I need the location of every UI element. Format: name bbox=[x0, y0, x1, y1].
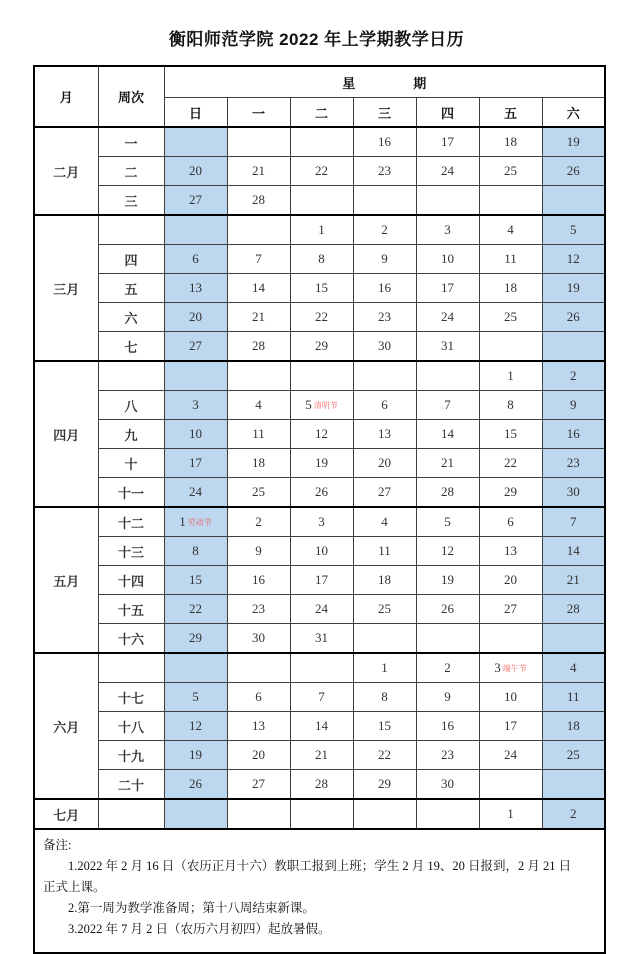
week-number-label: 十六 bbox=[98, 624, 164, 654]
day-cell: 10 bbox=[164, 420, 227, 449]
day-cell: 1 bbox=[353, 653, 416, 683]
day-cell: 2 bbox=[416, 653, 479, 683]
day-cell: 9 bbox=[416, 683, 479, 712]
day-cell: 8 bbox=[290, 245, 353, 274]
day-cell: 22 bbox=[353, 741, 416, 770]
day-cell: 15 bbox=[353, 712, 416, 741]
day-cell: 8 bbox=[353, 683, 416, 712]
day-cell: 28 bbox=[290, 770, 353, 800]
day-name-wed: 三 bbox=[353, 98, 416, 128]
day-cell: 1 bbox=[290, 215, 353, 245]
day-cell: 30 bbox=[227, 624, 290, 654]
day-cell: 25 bbox=[353, 595, 416, 624]
day-cell bbox=[290, 391, 353, 420]
day-cell: 12 bbox=[542, 245, 605, 274]
day-cell: 8 bbox=[164, 537, 227, 566]
day-cell bbox=[164, 653, 227, 683]
day-name-tue: 二 bbox=[290, 98, 353, 128]
day-cell: 19 bbox=[416, 566, 479, 595]
day-cell: 14 bbox=[227, 274, 290, 303]
day-cell bbox=[290, 186, 353, 216]
day-cell: 7 bbox=[227, 245, 290, 274]
day-cell: 12 bbox=[416, 537, 479, 566]
holiday-label: 劳动节 bbox=[187, 518, 212, 527]
day-cell: 22 bbox=[290, 157, 353, 186]
day-name-sun: 日 bbox=[164, 98, 227, 128]
day-cell: 14 bbox=[416, 420, 479, 449]
day-cell: 21 bbox=[227, 157, 290, 186]
weekday-group-header-right: 期 bbox=[413, 75, 427, 91]
week-number-label: 十五 bbox=[98, 595, 164, 624]
day-name-sat: 六 bbox=[542, 98, 605, 128]
day-cell: 27 bbox=[164, 186, 227, 216]
week-number-label: 四 bbox=[98, 245, 164, 274]
month-label: 七月 bbox=[34, 799, 98, 829]
day-cell: 14 bbox=[290, 712, 353, 741]
day-cell: 29 bbox=[164, 624, 227, 654]
day-cell: 12 bbox=[164, 712, 227, 741]
day-cell bbox=[416, 186, 479, 216]
day-cell: 11 bbox=[227, 420, 290, 449]
day-cell: 7 bbox=[416, 391, 479, 420]
day-cell: 16 bbox=[353, 274, 416, 303]
day-cell: 26 bbox=[290, 478, 353, 508]
week-number-label: 二 bbox=[98, 157, 164, 186]
day-cell: 27 bbox=[164, 332, 227, 362]
day-cell: 19 bbox=[542, 127, 605, 157]
day-cell: 17 bbox=[416, 274, 479, 303]
day-cell: 6 bbox=[227, 683, 290, 712]
day-cell: 16 bbox=[227, 566, 290, 595]
day-cell: 26 bbox=[416, 595, 479, 624]
day-cell: 4 bbox=[479, 215, 542, 245]
day-cell bbox=[479, 332, 542, 362]
day-cell bbox=[416, 361, 479, 391]
teaching-calendar-table bbox=[33, 65, 606, 954]
day-cell: 5 bbox=[416, 507, 479, 537]
day-cell: 10 bbox=[416, 245, 479, 274]
day-cell bbox=[353, 361, 416, 391]
day-cell bbox=[353, 186, 416, 216]
week-number-label bbox=[98, 215, 164, 245]
day-cell bbox=[542, 770, 605, 800]
day-cell bbox=[290, 653, 353, 683]
day-cell: 2 bbox=[542, 799, 605, 829]
day-cell: 28 bbox=[416, 478, 479, 508]
month-label: 六月 bbox=[34, 653, 98, 799]
week-number-label: 八 bbox=[98, 391, 164, 420]
day-cell: 22 bbox=[479, 449, 542, 478]
week-number-label: 六 bbox=[98, 303, 164, 332]
week-number-label bbox=[98, 361, 164, 391]
week-number-label: 十二 bbox=[98, 507, 164, 537]
day-cell: 16 bbox=[542, 420, 605, 449]
day-cell: 17 bbox=[164, 449, 227, 478]
day-cell: 24 bbox=[479, 741, 542, 770]
day-cell bbox=[164, 361, 227, 391]
day-cell bbox=[227, 799, 290, 829]
day-cell: 10 bbox=[290, 537, 353, 566]
day-cell: 19 bbox=[290, 449, 353, 478]
day-cell: 1 bbox=[479, 361, 542, 391]
page-title: 衡阳师范学院 2022 年上学期教学日历 bbox=[168, 30, 465, 49]
day-cell: 31 bbox=[416, 332, 479, 362]
day-cell: 3 bbox=[416, 215, 479, 245]
day-cell: 20 bbox=[227, 741, 290, 770]
week-number-label: 十九 bbox=[98, 741, 164, 770]
day-cell bbox=[416, 624, 479, 654]
day-cell bbox=[290, 799, 353, 829]
day-cell: 21 bbox=[416, 449, 479, 478]
day-cell: 20 bbox=[479, 566, 542, 595]
day-cell: 30 bbox=[542, 478, 605, 508]
day-cell bbox=[227, 653, 290, 683]
day-cell bbox=[542, 332, 605, 362]
day-cell: 15 bbox=[290, 274, 353, 303]
day-cell bbox=[542, 624, 605, 654]
weekday-group-header-left: 星 bbox=[342, 75, 356, 91]
day-cell: 26 bbox=[542, 157, 605, 186]
week-number-label: 十一 bbox=[98, 478, 164, 508]
holiday-label: 清明节 bbox=[313, 401, 338, 410]
day-cell bbox=[227, 215, 290, 245]
notes-heading: 备注: bbox=[43, 838, 72, 852]
day-cell: 23 bbox=[416, 741, 479, 770]
day-cell: 21 bbox=[542, 566, 605, 595]
day-cell: 11 bbox=[542, 683, 605, 712]
day-cell: 23 bbox=[542, 449, 605, 478]
day-cell: 20 bbox=[353, 449, 416, 478]
day-cell: 5 bbox=[542, 215, 605, 245]
day-cell: 5 bbox=[164, 683, 227, 712]
day-cell: 31 bbox=[290, 624, 353, 654]
day-cell: 23 bbox=[227, 595, 290, 624]
day-cell bbox=[227, 127, 290, 157]
day-cell: 25 bbox=[479, 157, 542, 186]
day-cell bbox=[542, 186, 605, 216]
day-cell: 2 bbox=[353, 215, 416, 245]
week-number-label: 九 bbox=[98, 420, 164, 449]
day-cell bbox=[479, 624, 542, 654]
day-cell: 20 bbox=[164, 157, 227, 186]
day-cell: 24 bbox=[290, 595, 353, 624]
week-number-label bbox=[98, 653, 164, 683]
day-cell bbox=[227, 361, 290, 391]
weekday-group-header bbox=[164, 66, 605, 98]
day-cell: 4 bbox=[353, 507, 416, 537]
day-cell: 23 bbox=[353, 157, 416, 186]
day-cell bbox=[479, 653, 542, 683]
month-label: 二月 bbox=[34, 127, 98, 215]
day-cell: 15 bbox=[479, 420, 542, 449]
day-cell: 6 bbox=[164, 245, 227, 274]
day-cell: 22 bbox=[164, 595, 227, 624]
day-cell bbox=[164, 507, 227, 537]
day-cell bbox=[479, 770, 542, 800]
day-cell bbox=[164, 127, 227, 157]
day-cell: 29 bbox=[479, 478, 542, 508]
day-cell: 18 bbox=[479, 127, 542, 157]
notes-section bbox=[34, 829, 605, 953]
day-cell: 13 bbox=[353, 420, 416, 449]
day-cell: 10 bbox=[479, 683, 542, 712]
day-cell: 21 bbox=[227, 303, 290, 332]
day-cell: 24 bbox=[416, 303, 479, 332]
day-cell: 19 bbox=[164, 741, 227, 770]
day-cell: 30 bbox=[353, 332, 416, 362]
month-label: 五月 bbox=[34, 507, 98, 653]
day-cell: 8 bbox=[479, 391, 542, 420]
day-cell: 28 bbox=[227, 186, 290, 216]
day-cell: 9 bbox=[542, 391, 605, 420]
day-cell: 13 bbox=[227, 712, 290, 741]
day-cell: 25 bbox=[542, 741, 605, 770]
day-cell: 3 bbox=[290, 507, 353, 537]
month-label: 三月 bbox=[34, 215, 98, 361]
day-number: 5 bbox=[305, 397, 312, 412]
day-cell: 13 bbox=[164, 274, 227, 303]
day-cell: 30 bbox=[416, 770, 479, 800]
day-cell: 29 bbox=[290, 332, 353, 362]
day-cell: 4 bbox=[227, 391, 290, 420]
day-name-fri: 五 bbox=[479, 98, 542, 128]
day-cell: 9 bbox=[227, 537, 290, 566]
day-cell: 29 bbox=[353, 770, 416, 800]
day-cell: 14 bbox=[542, 537, 605, 566]
day-cell: 6 bbox=[353, 391, 416, 420]
month-label: 四月 bbox=[34, 361, 98, 507]
day-cell: 26 bbox=[164, 770, 227, 800]
day-cell: 25 bbox=[227, 478, 290, 508]
day-cell: 4 bbox=[542, 653, 605, 683]
day-cell: 26 bbox=[542, 303, 605, 332]
day-cell: 17 bbox=[290, 566, 353, 595]
day-cell bbox=[353, 799, 416, 829]
day-cell: 3 bbox=[164, 391, 227, 420]
day-cell: 16 bbox=[416, 712, 479, 741]
day-cell: 18 bbox=[227, 449, 290, 478]
day-name-mon: 一 bbox=[227, 98, 290, 128]
week-number-label: 三 bbox=[98, 186, 164, 216]
day-cell: 12 bbox=[290, 420, 353, 449]
day-cell bbox=[479, 186, 542, 216]
day-name-thu: 四 bbox=[416, 98, 479, 128]
note-line: 正式上课。 bbox=[43, 880, 106, 894]
week-number-label: 二十 bbox=[98, 770, 164, 800]
note-line: 3.2022 年 7 月 2 日（农历六月初四）起放暑假。 bbox=[43, 922, 331, 936]
day-cell: 17 bbox=[416, 127, 479, 157]
day-cell: 15 bbox=[164, 566, 227, 595]
day-cell: 20 bbox=[164, 303, 227, 332]
day-cell: 27 bbox=[353, 478, 416, 508]
day-cell bbox=[290, 361, 353, 391]
day-cell: 21 bbox=[290, 741, 353, 770]
day-cell: 28 bbox=[227, 332, 290, 362]
day-cell bbox=[416, 799, 479, 829]
day-cell: 18 bbox=[353, 566, 416, 595]
day-cell: 16 bbox=[353, 127, 416, 157]
week-number-label: 七 bbox=[98, 332, 164, 362]
day-cell: 7 bbox=[542, 507, 605, 537]
day-cell: 24 bbox=[164, 478, 227, 508]
week-number-column-header: 周次 bbox=[98, 66, 164, 127]
day-cell: 11 bbox=[479, 245, 542, 274]
day-cell: 19 bbox=[542, 274, 605, 303]
day-cell bbox=[164, 799, 227, 829]
day-cell: 2 bbox=[542, 361, 605, 391]
day-cell bbox=[353, 624, 416, 654]
month-column-header: 月 bbox=[34, 66, 98, 127]
day-cell: 1 bbox=[479, 799, 542, 829]
day-cell: 11 bbox=[353, 537, 416, 566]
note-line: 2.第一周为教学准备周；第十八周结束新课。 bbox=[43, 901, 315, 915]
day-cell: 9 bbox=[353, 245, 416, 274]
day-cell: 27 bbox=[479, 595, 542, 624]
day-cell: 18 bbox=[479, 274, 542, 303]
day-cell: 7 bbox=[290, 683, 353, 712]
day-cell: 17 bbox=[479, 712, 542, 741]
week-number-label: 十七 bbox=[98, 683, 164, 712]
day-cell: 23 bbox=[353, 303, 416, 332]
day-cell: 22 bbox=[290, 303, 353, 332]
day-cell bbox=[290, 127, 353, 157]
week-number-label: 十四 bbox=[98, 566, 164, 595]
day-number: 3 bbox=[494, 660, 501, 675]
day-cell: 24 bbox=[416, 157, 479, 186]
day-cell: 6 bbox=[479, 507, 542, 537]
week-number-label: 五 bbox=[98, 274, 164, 303]
week-number-label: 一 bbox=[98, 127, 164, 157]
notes-text bbox=[35, 830, 604, 952]
day-cell bbox=[164, 215, 227, 245]
note-line: 1.2022 年 2 月 16 日（农历正月十六）教职工报到上班；学生 2 月 19、20 日报到，2 月 21 日 bbox=[43, 859, 572, 873]
week-number-label: 十三 bbox=[98, 537, 164, 566]
week-number-label: 十 bbox=[98, 449, 164, 478]
week-number-label: 十八 bbox=[98, 712, 164, 741]
day-cell: 2 bbox=[227, 507, 290, 537]
day-cell: 27 bbox=[227, 770, 290, 800]
day-cell: 13 bbox=[479, 537, 542, 566]
holiday-label: 端午节 bbox=[502, 664, 527, 673]
day-cell: 28 bbox=[542, 595, 605, 624]
day-cell: 25 bbox=[479, 303, 542, 332]
day-cell: 18 bbox=[542, 712, 605, 741]
week-number-label bbox=[98, 799, 164, 829]
day-number: 1 bbox=[179, 514, 186, 529]
